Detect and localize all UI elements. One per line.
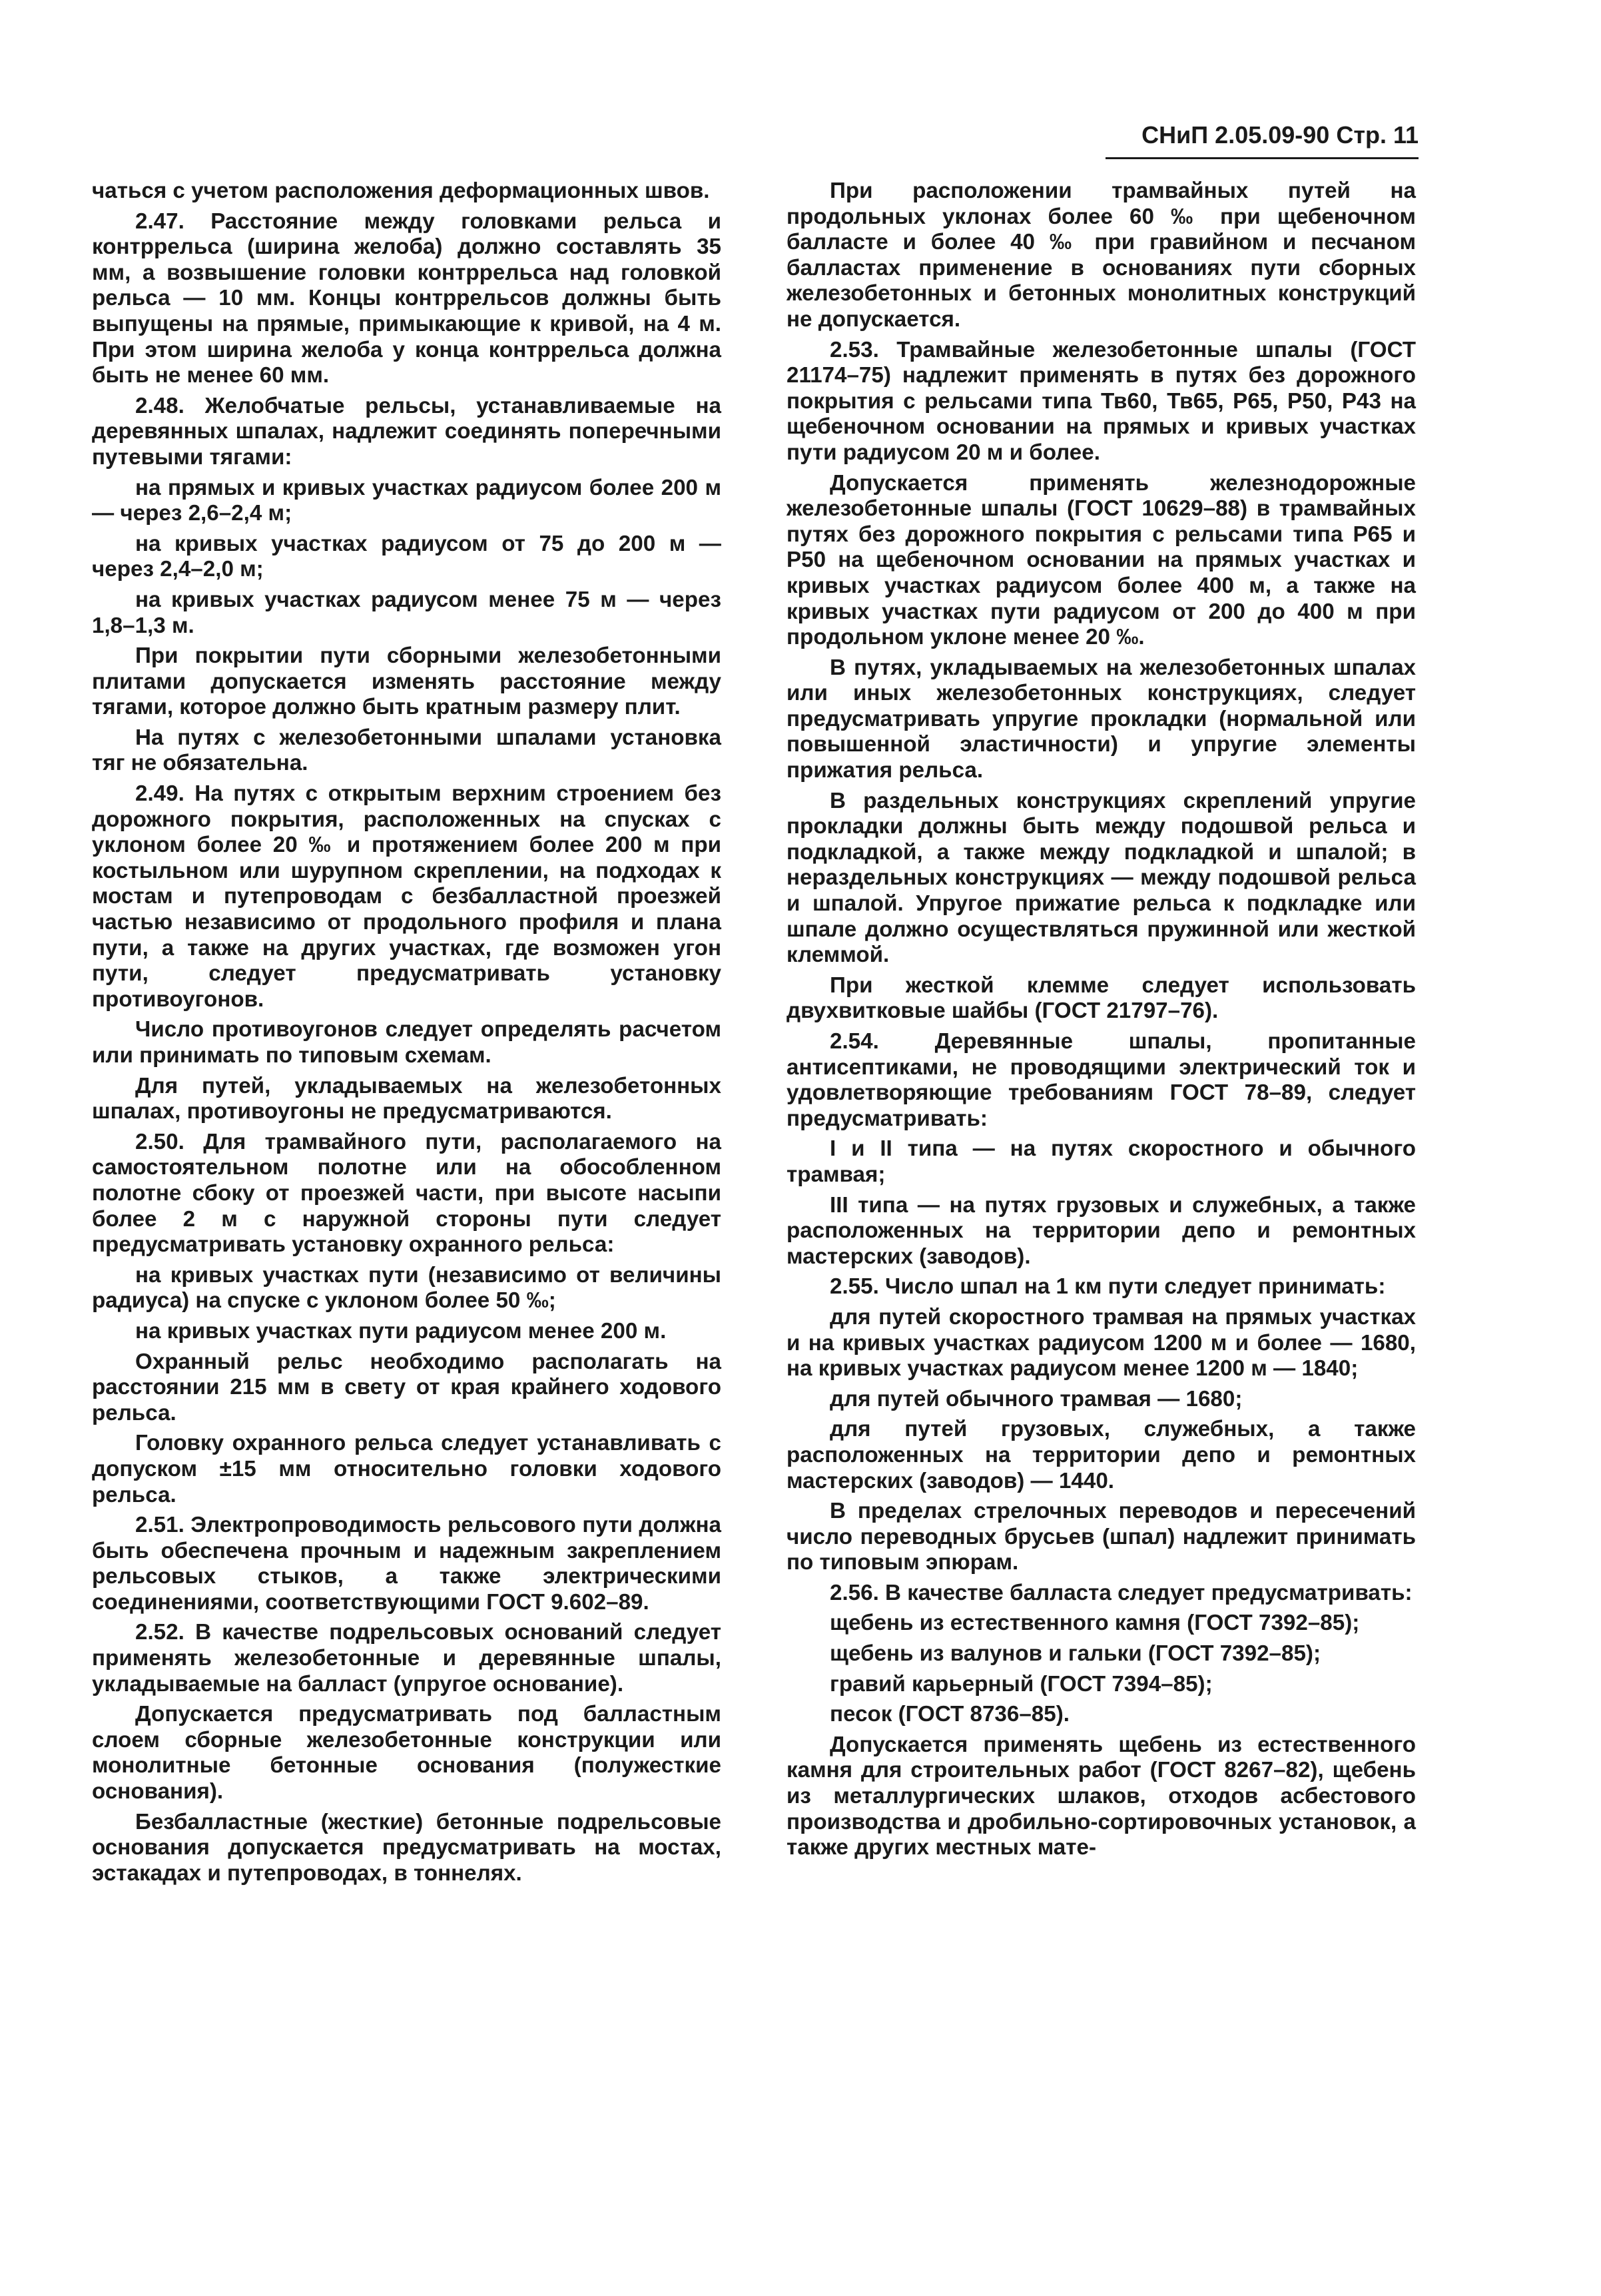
- paragraph: На путях с железобетонными шпалами установка тяг не обязательна.: [92, 725, 721, 776]
- paragraph: 2.56. В качестве балласта следует предусматривать:: [830, 1580, 1413, 1605]
- paragraph: 2.55. Число шпал на 1 км пути следует принимать:: [830, 1274, 1386, 1300]
- right-column: [787, 179, 1416, 1866]
- paragraph: Допускается предусматривать под балластным слоем сборные железобетонные конструкции или монолитные бетонные основания (полужесткие основания).: [92, 1702, 721, 1804]
- header-rule: [1106, 157, 1419, 159]
- left-column: [92, 179, 721, 1891]
- paragraph: Безбалластные (жесткие) бетонные подрельсовые основания допускается предусматривать на мостах, эстакадах и путепроводах, в тоннелях.: [92, 1809, 721, 1886]
- paragraph: 2.53. Трамвайные железобетонные шпалы (ГОСТ 21174–75) надлежит применять в путях без дорожного покрытия с рельсами типа Тв60, Тв65, Р65, Р50, Р43 на щебеночном основании на прямых и кривых участках пути радиусом 20 м и более.: [787, 337, 1416, 465]
- paragraph: для путей скоростного трамвая на прямых участках и на кривых участках радиусом 1200 м и более — 1680, на кривых участках радиусом менее 1200 м — 1840;: [787, 1304, 1416, 1381]
- paragraph: В раздельных конструкциях скреплений упругие прокладки должны быть между подошвой рельса и подкладкой, а также между подкладкой и шпалой; в нераздельных конструкциях — между подошвой рельса и шпалой. Упругое прижатие рельса к подкладке или шпале должно осуществляться пружинной или жесткой клеммой.: [787, 788, 1416, 968]
- paragraph: Допускается применять железнодорожные железобетонные шпалы (ГОСТ 10629–88) в трамвайных путях без дорожного покрытия с рельсами типа Р65 и Р50 на щебеночном основании на прямых участках и кривых участках радиусом более 400 м, а также на кривых участках пути радиусом от 200 до 400 м при продольном уклоне менее 20 ‰.: [787, 470, 1416, 650]
- paragraph: I и II типа — на путях скоростного и обычного трамвая;: [787, 1136, 1416, 1187]
- paragraph: щебень из валунов и гальки (ГОСТ 7392–85);: [830, 1641, 1321, 1667]
- paragraph: 2.50. Для трамвайного пути, располагаемого на самостоятельном полотне или на обособленном полотне сбоку от проезжей части, при высоте насыпи более 2 м с наружной стороны пути следует предусматривать установку охранного рельса:: [92, 1129, 721, 1258]
- paragraph: 2.54. Деревянные шпалы, пропитанные антисептиками, не проводящими электрический ток и удовлетворяющие требованиям ГОСТ 78–89, следует предусматривать:: [787, 1029, 1416, 1131]
- paragraph: 2.49. На путях с открытым верхним строением без дорожного покрытия, расположенных на спусках с уклоном более 20 ‰ и протяжением более 200 м при костыльном или шурупном скреплении, на подходах к мостам и путепроводам с безбалластной проезжей частью независимо от продольного профиля и плана пути, а также на других участках, где возможен угон пути, следует предусматривать установку противоугонов.: [92, 781, 721, 1012]
- paragraph: В пределах стрелочных переводов и пересечений число переводных брусьев (шпал) надлежит принимать по типовым эпюрам.: [787, 1499, 1416, 1575]
- paragraph: Охранный рельс необходимо располагать на расстоянии 215 мм в свету от края крайнего ходового рельса.: [92, 1349, 721, 1425]
- paragraph: При расположении трамвайных путей на продольных уклонах более 60 ‰ при щебеночном балласте и более 40 ‰ при гравийном и песчаном балластах применение в основаниях пути сборных железобетонных и бетонных монолитных конструкций не допускается.: [787, 179, 1416, 332]
- paragraph: чаться с учетом расположения деформационных швов.: [92, 179, 710, 203]
- page-header: СНиП 2.05.09-90 Стр. 11: [1141, 121, 1419, 149]
- paragraph: для путей грузовых, служебных, а также расположенных на территории депо и ремонтных мастерских (заводов) — 1440.: [787, 1417, 1416, 1493]
- paragraph: 2.48. Желобчатые рельсы, устанавливаемые на деревянных шпалах, надлежит соединять поперечными путевыми тягами:: [92, 393, 721, 470]
- paragraph: В путях, укладываемых на железобетонных шпалах или иных железобетонных конструкциях, следует предусматривать упругие прокладки (нормальной или повышенной эластичности) и упругие элементы прижатия рельса.: [787, 655, 1416, 783]
- paragraph: на кривых участках пути радиусом менее 200 м.: [135, 1318, 667, 1343]
- paragraph: При жесткой клемме следует использовать двухвитковые шайбы (ГОСТ 21797–76).: [787, 972, 1416, 1024]
- paragraph: щебень из естественного камня (ГОСТ 7392–85);: [830, 1611, 1360, 1636]
- paragraph: При покрытии пути сборными железобетонными плитами допускается изменять расстояние между тягами, которое должно быть кратным размеру плит.: [92, 643, 721, 720]
- paragraph: Допускается применять щебень из естественного камня для строительных работ (ГОСТ 8267–82), щебень из металлургических шлаков, отходов асбестового производства и дробильно-сортировочных установок, а также других местных мате-: [787, 1732, 1416, 1860]
- paragraph: на кривых участках радиусом от 75 до 200 м — через 2,4–2,0 м;: [92, 531, 721, 582]
- paragraph: на кривых участках пути (независимо от величины радиуса) на спуске с уклоном более 50 ‰;: [92, 1262, 721, 1314]
- paragraph: песок (ГОСТ 8736–85).: [830, 1702, 1070, 1727]
- paragraph: 2.51. Электропроводимость рельсового пути должна быть обеспечена прочным и надежным закреплением рельсовых стыков, а также электрическими соединениями, соответствующими ГОСТ 9.602–89.: [92, 1513, 721, 1615]
- paragraph: 2.52. В качестве подрельсовых оснований следует применять железобетонные и деревянные шпалы, укладываемые на балласт (упругое основание).: [92, 1620, 721, 1697]
- paragraph: Для путей, укладываемых на железобетонных шпалах, противоугоны не предусматриваются.: [92, 1073, 721, 1124]
- paragraph: Головку охранного рельса следует устанавливать с допуском ±15 мм относительно головки ходового рельса.: [92, 1431, 721, 1507]
- paragraph: 2.47. Расстояние между головками рельса и контррельса (ширина желоба) должно составлять 35 мм, а возвышение головки контррельса над головкой рельса — 10 мм. Концы контррельсов должны быть выпущены на прямые, примыкающие к кривой, на 4 м. При этом ширина желоба у конца контррельса должна быть не менее 60 мм.: [92, 208, 721, 388]
- paragraph: на кривых участках радиусом менее 75 м — через 1,8–1,3 м.: [92, 587, 721, 638]
- paragraph: гравий карьерный (ГОСТ 7394–85);: [830, 1671, 1213, 1697]
- paragraph: на прямых и кривых участках радиусом более 200 м — через 2,6–2,4 м;: [92, 475, 721, 526]
- paragraph: III типа — на путях грузовых и служебных, а также расположенных на территории депо и ремонтных мастерских (заводов).: [787, 1192, 1416, 1269]
- paragraph: для путей обычного трамвая — 1680;: [830, 1386, 1243, 1411]
- paragraph: Число противоугонов следует определять расчетом или принимать по типовым схемам.: [92, 1017, 721, 1068]
